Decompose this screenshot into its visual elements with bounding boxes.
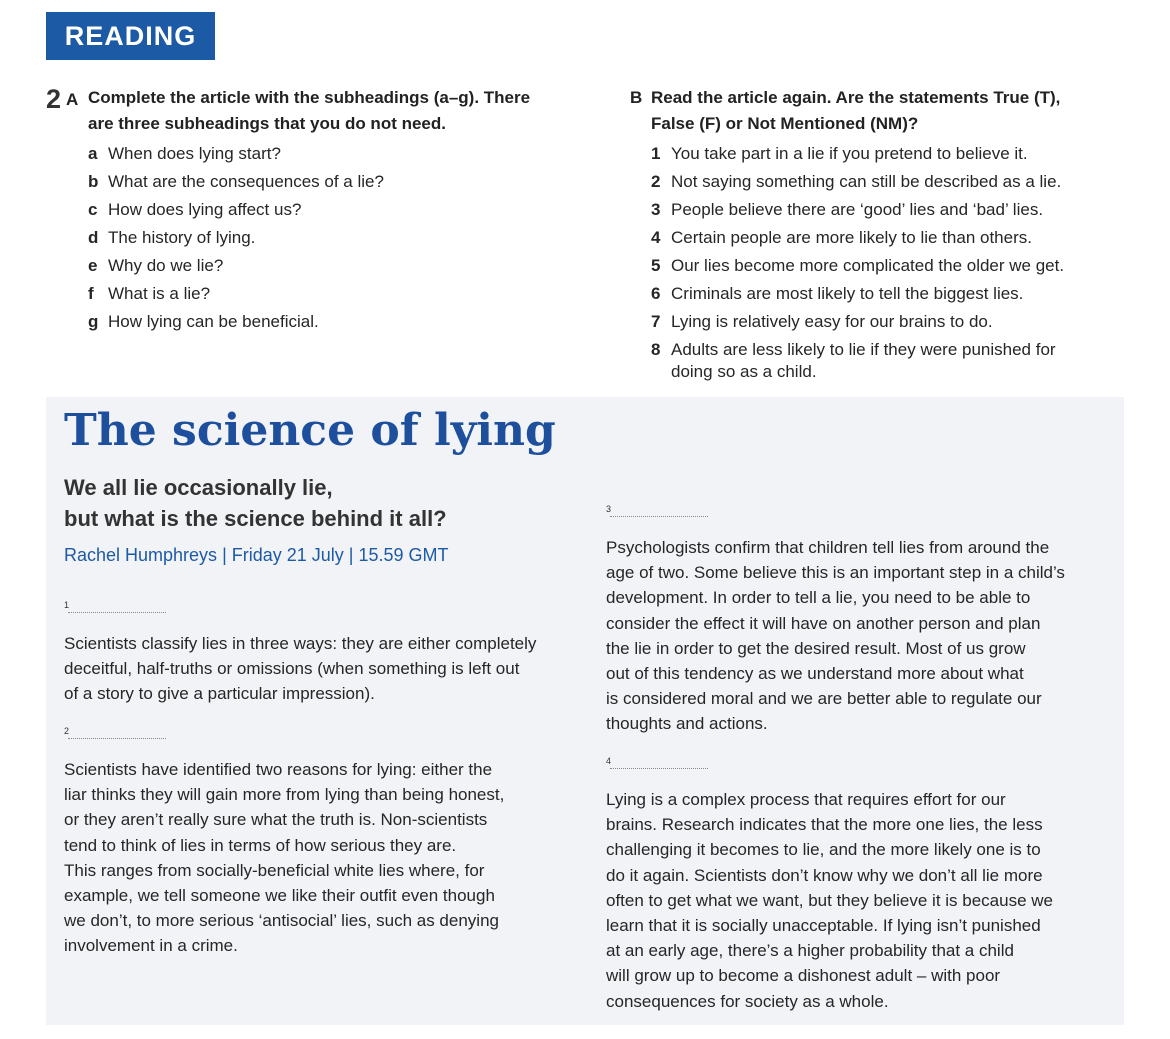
statement-text: Criminals are most likely to tell the biggest lies. xyxy=(671,284,1024,303)
paragraph-line: often to get what we want, but they believe it is because we xyxy=(606,890,1053,910)
gap-answer-line[interactable] xyxy=(610,768,708,769)
paragraph-line: thoughts and actions. xyxy=(606,714,768,734)
paragraph-line: Psychologists confirm that children tell lies from around the xyxy=(606,538,1050,557)
gap-answer-line[interactable] xyxy=(68,612,166,613)
article-byline: Rachel Humphreys | Friday 21 July | 15.59 GMT xyxy=(64,545,449,565)
paragraph-line: example, we tell someone we like their outfit even though xyxy=(64,886,495,906)
paragraph-line: will grow up to become a dishonest adult – with poor xyxy=(606,966,1001,986)
subheading-item xyxy=(88,199,301,221)
paragraph-line: development. In order to tell a lie, you need to be able to xyxy=(606,588,1031,608)
exercise-a-instruction xyxy=(88,85,530,137)
statement-item xyxy=(651,199,1043,221)
statement-number: 3 xyxy=(651,200,661,219)
item-letter: b xyxy=(88,172,99,191)
paragraph-line: involvement in a crime. xyxy=(64,936,238,956)
item-text: Why do we lie? xyxy=(108,256,224,275)
article-subtitle xyxy=(64,472,447,534)
statement-item xyxy=(651,171,1061,193)
statement-number: 6 xyxy=(651,284,661,303)
paragraph-line: consider the effect it will have on another person and plan xyxy=(606,613,1041,633)
subheading-item xyxy=(88,171,384,193)
subheading-item xyxy=(88,227,255,249)
subtitle-line: but what is the science behind it all? xyxy=(64,506,447,531)
statement-number: 1 xyxy=(651,144,661,163)
statement-text: Our lies become more complicated the older we get. xyxy=(671,256,1065,275)
statement-number: 4 xyxy=(651,228,661,247)
paragraph-line: or they aren’t really sure what the truth is. Non-scientists xyxy=(64,810,488,830)
paragraph-line: do it again. Scientists don’t know why we don’t all lie more xyxy=(606,865,1043,885)
item-text: When does lying start? xyxy=(108,144,281,163)
subtitle-line: We all lie occasionally lie, xyxy=(64,475,333,500)
paragraph-line: liar thinks they will gain more from lying than being honest, xyxy=(64,785,505,805)
statement-number: 7 xyxy=(651,312,661,331)
statement-item xyxy=(651,339,1056,383)
item-text: The history of lying. xyxy=(108,228,256,247)
paragraph-line: age of two. Some believe this is an important step in a child’s xyxy=(606,563,1065,583)
article-paragraph xyxy=(606,787,1053,1014)
paragraph-line: deceitful, half-truths or omissions (when something is left out xyxy=(64,659,520,679)
item-letter: a xyxy=(88,144,98,163)
item-text: What is a lie? xyxy=(108,284,211,303)
statement-number: 2 xyxy=(651,172,661,191)
gap-number: 3 xyxy=(606,504,612,514)
article-paragraph xyxy=(64,757,504,959)
paragraph-line: consequences for society as a whole. xyxy=(606,991,889,1011)
paragraph-line: This ranges from socially-beneficial white lies where, for xyxy=(64,860,485,880)
gap-number: 2 xyxy=(64,726,70,736)
paragraph-line: the lie in order to get the desired result. Most of us grow xyxy=(606,638,1026,658)
statement-number: 5 xyxy=(651,256,661,275)
gap-number: 1 xyxy=(64,600,70,610)
item-letter: f xyxy=(88,284,94,303)
paragraph-line: out of this tendency as we understand more about what xyxy=(606,664,1024,684)
statement-text: Certain people are more likely to lie than others. xyxy=(671,228,1032,247)
exercise-b-letter: B xyxy=(630,88,643,107)
gap-number: 4 xyxy=(606,756,612,766)
paragraph-line: of a story to give a particular impression). xyxy=(64,684,375,704)
subheading-item xyxy=(88,283,210,305)
item-text: How does lying affect us? xyxy=(108,200,302,219)
statement-text: Not saying something can still be described as a lie. xyxy=(671,172,1062,191)
subheading-item xyxy=(88,311,319,333)
item-text: How lying can be beneficial. xyxy=(108,312,319,331)
subheading-item xyxy=(88,255,223,277)
statement-text: Adults are less likely to lie if they were punished for xyxy=(671,340,1056,359)
gap-answer-line[interactable] xyxy=(68,738,166,739)
statement-item xyxy=(651,143,1028,165)
paragraph-line: we don’t, to more serious ‘antisocial’ lies, such as denying xyxy=(64,911,499,931)
statement-text: You take part in a lie if you pretend to believe it. xyxy=(671,144,1028,163)
gap-answer-line[interactable] xyxy=(610,516,708,517)
section-label: READING xyxy=(46,12,215,60)
exercise-a-letter: A xyxy=(66,90,79,109)
item-letter: g xyxy=(88,312,99,331)
article-paragraph xyxy=(606,535,1065,737)
item-letter: d xyxy=(88,228,99,247)
article-paragraph xyxy=(64,631,536,707)
gap-blank-1[interactable] xyxy=(64,600,69,610)
instruction-line: False (F) or Not Mentioned (NM)? xyxy=(651,114,919,133)
paragraph-line: learn that it is socially unacceptable. If lying isn’t punished xyxy=(606,916,1041,936)
instruction-line: Read the article again. Are the statements True (T), xyxy=(651,88,1061,107)
subheading-item xyxy=(88,143,281,165)
item-letter: e xyxy=(88,256,98,275)
statement-text-cont: doing so as a child. xyxy=(671,362,817,381)
item-text: What are the consequences of a lie? xyxy=(108,172,384,191)
statement-item xyxy=(651,283,1023,305)
exercise-number: 2 xyxy=(46,84,62,114)
statement-item xyxy=(651,311,993,333)
exercise-b-instruction xyxy=(651,85,1060,137)
gap-blank-2[interactable] xyxy=(64,726,69,736)
paragraph-line: Lying is a complex process that requires effort for our xyxy=(606,790,1006,809)
statement-item xyxy=(651,227,1032,249)
paragraph-line: brains. Research indicates that the more one lies, the less xyxy=(606,815,1043,835)
instruction-line: are three subheadings that you do not need. xyxy=(88,114,446,133)
paragraph-line: Scientists classify lies in three ways: they are either completely xyxy=(64,634,537,653)
item-letter: c xyxy=(88,200,98,219)
gap-blank-4[interactable] xyxy=(606,756,611,766)
paragraph-line: Scientists have identified two reasons for lying: either the xyxy=(64,760,493,779)
paragraph-line: at an early age, there’s a higher probability that a child xyxy=(606,941,1014,961)
paragraph-line: tend to think of lies in terms of how serious they are. xyxy=(64,835,457,855)
paragraph-line: challenging it becomes to lie, and the more likely one is to xyxy=(606,840,1041,860)
statement-item xyxy=(651,255,1064,277)
statement-text: Lying is relatively easy for our brains to do. xyxy=(671,312,993,331)
article-title: The science of lying xyxy=(64,405,556,456)
gap-blank-3[interactable] xyxy=(606,504,611,514)
instruction-line: Complete the article with the subheadings (a–g). There xyxy=(88,88,531,107)
statement-number: 8 xyxy=(651,340,661,359)
paragraph-line: is considered moral and we are better able to regulate our xyxy=(606,689,1042,709)
statement-text: People believe there are ‘good’ lies and ‘bad’ lies. xyxy=(671,200,1044,219)
